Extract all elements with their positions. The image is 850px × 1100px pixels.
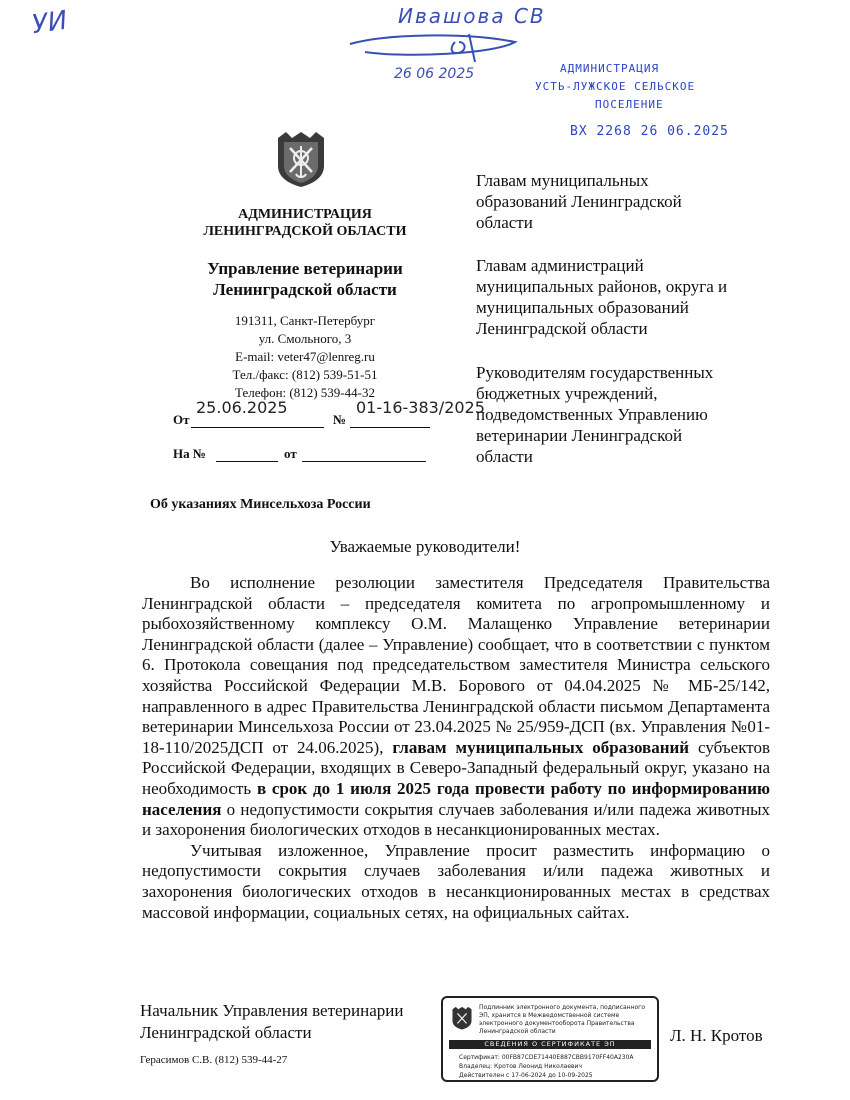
recipient-line: образований Ленинградской [476,192,682,211]
recipient-line: Главам администраций [476,256,644,275]
recipient-group-2 [476,255,776,339]
recipient-line: Ленинградской области [476,319,648,338]
address-email: E-mail: veter47@lenreg.ru [235,349,375,364]
recipient-line: муниципальных районов, округа и [476,277,728,296]
handwritten-date: 26 06 2025 [394,66,475,82]
reply-number-line [216,461,278,462]
executor-contact: Герасимов С.В. (812) 539-44-27 [140,1054,288,1066]
recipient-line: области [476,447,533,466]
address-phone: Телефон: (812) 539-44-32 [235,385,375,400]
body-paragraph-2: Учитывая изложенное, Управление просит разместить информацию о недопустимости сокрытия случаев заболевания и/или падежа животных и захоронения биологических отходов в несанкционированных местах в средствах массовой информации, социальных сетях, на официальных сайтах. [142,840,770,922]
e-signature-certificate [441,996,659,1082]
handwritten-corner-mark: УИ [30,5,70,41]
number-label: № [333,412,347,427]
reply-from-label: от [284,446,297,461]
address-line: 191311, Санкт-Петербург [234,313,376,328]
letter-body [142,573,770,923]
position-line-1: Начальник Управления ветеринарии [140,1001,404,1020]
recipient-line: ветеринарии Ленинградской [476,426,683,445]
signatory-name: Л. Н. Кротов [670,1026,763,1045]
stamp-incoming: ВХ 2268 26 06.2025 [570,124,729,139]
greeting: Уважаемые руководители! [329,537,521,556]
document-number: 01-16-383/2025 [356,398,485,417]
admin-name-line-1: АДМИНИСТРАЦИЯ [238,207,372,222]
emphasis-deadline: в срок до 1 июля 2025 года провести работу по информированию населения [142,778,770,819]
recipient-line: бюджетных учреждений, [476,384,658,403]
department-name-line-1: Управление ветеринарии [207,259,403,278]
certificate-owner: Владелец: Кротов Леонид Николаевич [459,1063,582,1070]
letter-subject: Об указаниях Минсельхоза России [150,497,371,512]
emphasis-recipients: главам муниципальных образований [392,737,690,757]
from-label: От [173,412,190,427]
address-line: ул. Смольного, 3 [258,331,352,346]
body-paragraph-1: Во исполнение резолюции заместителя Председателя Правительства Ленинградской области – председателя комитета по агропромышленному и рыбохозяйственному комплексу О.М. Малащенко Управление ветеринарии Ленинградской области (далее – Управление) сообщает, что в соответствии с пунктом 6. Протокола совещания под председательством заместителя Министра сельского хозяйства Российской Федерации М.В. Борового от 04.04.2025 № МБ-25/142, направленного в адрес Правительства Ленинградской области письмом Департамента ветеринарии Минсельхоза России от 23.04.2025 № 25/959-ДСП (вх. Управления №01-18-110/2025ДСП от 24.06.2025), главам муниципальных образований субъектов Российской Федерации, входящих в Северо-Западный федеральный округ, указано на необходимость в срок до 1 июля 2025 года провести работу по информированию населения о недопустимости сокрытия случаев заболевания и/или падежа животных и захоронения биологических отходов в несанкционированных местах. [142,573,770,840]
recipient-line: муниципальных образований [476,298,689,317]
address-fax: Тел./факс: (812) 539-51-51 [232,367,378,382]
department-name [185,258,425,300]
admin-name-line-2: ЛЕНИНГРАДСКОЙ ОБЛАСТИ [203,224,407,239]
signatory-position [140,1000,404,1044]
position-line-2: Ленинградской области [140,1023,312,1042]
coat-of-arms-icon [276,130,326,188]
document-date: 25.06.2025 [196,398,288,417]
date-line [191,427,324,428]
stamp-line-3: ПОСЕЛЕНИЕ [595,98,664,111]
recipient-line: Главам муниципальных [476,171,649,190]
reply-date-line [302,461,426,462]
stamp-line-2: УСТЬ-ЛУЖСКОЕ СЕЛЬСКОЕ [535,80,696,93]
certificate-note: Подлинник электронного документа, подписанного ЭП, хранится в Межведомственной системе электронного документооборота Правительства Ленинградской области [479,1004,646,1035]
recipient-line: области [476,213,533,232]
recipient-line: подведомственных Управлению [476,405,708,424]
recipient-line: Руководителям государственных [476,363,714,382]
number-line [350,427,430,428]
admin-name [185,206,425,240]
recipient-group-3 [476,362,776,467]
sender-address [190,312,420,402]
certificate-header: СВЕДЕНИЯ О СЕРТИФИКАТЕ ЭП [449,1040,651,1049]
reply-label: На № [173,446,206,461]
stamp-line-1: АДМИНИСТРАЦИЯ [560,62,660,75]
certificate-serial: Сертификат: 00FB87CDE71440E887CBB9170FF40A230A [459,1054,634,1061]
department-name-line-2: Ленинградской области [213,280,397,299]
coat-of-arms-icon [451,1006,473,1030]
recipient-group-1 [476,170,776,233]
certificate-validity: Действителен с 17-06-2024 до 10-09-2025 [459,1072,593,1079]
handwritten-name: Ивашова СВ [398,4,546,28]
